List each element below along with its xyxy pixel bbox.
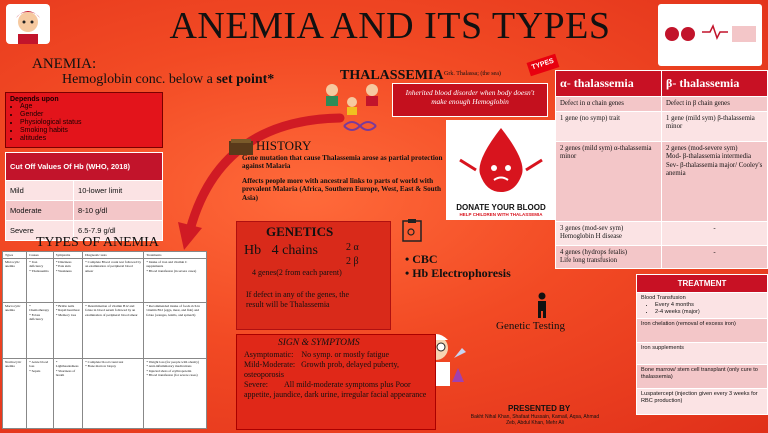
treatment-table [636,274,768,415]
table-cell: 2 genes (mild sym) α-thalassemia minor [556,142,662,222]
cutoff-value: 8-10 g/dl [74,201,163,221]
column-header: Diagnostic tests [83,252,144,259]
table-row [6,181,163,201]
thalassemia-definition: Inherited blood disorder when body doesn't make enough Hemoglobin [392,83,548,117]
table-cell: Normocytic anemia [3,359,27,429]
table-row [637,319,768,343]
depends-item: • Physiological status [20,119,158,127]
table-row [556,142,768,222]
donate-line2: HELP CHILDREN WITH THALASSEMIA [459,212,543,217]
diagnostic-tests-list [405,252,511,280]
presented-by-label: PRESENTED BY [508,404,571,413]
transfusion-label: Blood Transfusion [641,295,686,301]
table-cell: * Complete Blood count test followed by an examination of peripheral blood smear [83,259,144,303]
table-row [3,359,207,429]
table-row [3,303,207,359]
genetics-heading: GENETICS [266,224,334,239]
history-paragraph: Affects people more with ancestral links to parts of world with prevalent Malaria (Africa, Southern Europe, West, East & South Asia) [242,176,442,202]
anemia-heading: ANEMIA: [32,56,97,72]
genetics-note: If defect in any of the genes, the result will be Thalassemia [246,290,350,309]
column-header: Treatments [144,252,207,259]
beta-chains: 2 β [346,256,359,267]
depends-heading: Depends upon [10,96,59,103]
test-item: • CBC [405,252,511,266]
table-row [556,222,768,245]
table-header-row [3,252,207,259]
person-icon [534,292,550,318]
table-cell: * Intake of iron and vitamin C supplements * Blood transfusion (in severe cases) [144,259,207,303]
alpha-beta-thalassemia-table [555,70,768,269]
column-header: Symptoms [53,252,82,259]
history-text [242,154,456,202]
asym-label: Asymptomatic: [244,350,294,359]
blood-drop-icon [446,120,556,198]
mild-value: Growth prob, delayed puberty, osteoporosis [244,360,400,379]
asym-value: No symp. or mostly fatigue [301,350,390,359]
thalassemia-heading: THALASSEMIA [340,68,444,83]
logo-left [6,4,50,44]
cutoff-value: 10-lower limit [74,181,163,201]
table-cell: * Acute blood loss * Sepsis [27,359,54,429]
genes-note: 4 genes(2 from each parent) [252,268,342,277]
cutoff-label: Moderate [6,201,74,221]
donate-line1: DONATE YOUR BLOOD [456,203,546,212]
treatment-item: Luspatercept (injection given every 3 weeks for RBC production) [637,389,768,415]
table-row [3,259,207,303]
anemia-definition-prefix: Hemoglobin conc. below a [62,72,217,87]
alpha-chains: 2 α [346,242,359,253]
table-row [637,293,768,319]
severe-label: Severe: [244,380,268,389]
mild-label: Mild-Moderate: [244,360,296,369]
depends-item: • Smoking habits [20,127,158,135]
table-cell: Microcytic anemia [3,259,27,303]
hb-chains [244,243,318,259]
table-cell: 1 gene (mild sym) β-thalassemia minor [662,112,768,142]
signs-heading: SIGN & SYMPTOMS [278,338,360,348]
asymptomatic-row [244,350,434,360]
table-cell: - [662,245,768,268]
table-cell: * Brittle nails * Rapid heartbeat * Memory loss [53,303,82,359]
table-row [556,112,768,142]
depends-item: • Gender [20,111,158,119]
table-cell: - [662,222,768,245]
cutoff-value: 6.5-7.9 g/dl [74,221,163,241]
family-dna-icon [322,80,384,142]
history-heading: HISTORY [256,138,312,153]
depends-list [10,103,158,143]
table-cell: * Determination of vitamin B12 and folate in blood serum followed by an examination of peripheral blood smear [83,303,144,359]
beta-header: β- thalassemia [662,71,768,97]
table-cell: 4 genes (hydrops fetalis) Life long transfusion [556,245,662,268]
table-row [556,245,768,268]
table-header-row [556,71,768,97]
table-row [637,389,768,415]
types-tag: TYPES [527,54,560,77]
treatment-transfusion [637,293,768,319]
history-paragraph: Gene mutation that cause Thalassemia arose as partial protection against Malaria [242,154,443,171]
table-row [637,365,768,389]
test-item: • Hb Electrophoresis [405,266,511,280]
clipboard-icon [402,218,422,242]
table-cell: 3 genes (mod-sev sym) Hemoglobin H disease [556,222,662,245]
table-cell: * Lightheadedness * Shortness of breath [53,359,82,429]
table-cell: * Iron deficiency * Thalassemia [27,259,54,303]
treatment-item: Bone marrow/ stem cell transplant (only cure to thalassemia) [637,365,768,389]
table-cell: Defect in α chain genes [556,97,662,112]
cutoff-label: Severe [6,221,74,241]
table-cell: * Chemotherapy * Folate deficiency [27,303,54,359]
table-cell: * Complete blood count test * Bone marrow biopsy [83,359,144,429]
chains-label: 4 chains [271,243,318,258]
depends-upon-box [5,92,163,148]
table-row [556,97,768,112]
genetic-testing-label: Genetic Testing [496,320,565,332]
treatment-item: Iron supplements [637,343,768,365]
thalassemia-etymology: Grk. Thalassa; (the sea) [444,71,501,77]
depends-item: • altitudes [20,135,158,143]
alpha-header: α- thalassemia [556,71,662,97]
column-header: Types [3,252,27,259]
treatment-item: Iron chelation (removal of excess iron) [637,319,768,343]
table-cell: Macrocytic anemia [3,303,27,359]
transfusion-list [655,302,763,316]
page-title: ANEMIA AND ITS TYPES [169,5,611,47]
table-cell: * Weight loss (for people with obesity) * Anti-inflammatory medications * Injected shots of erythropoietin * Blood transfusion (for severe cases) [144,359,207,429]
cutoff-heading: Cut Off Values Of Hb (WHO, 2018) [6,153,163,181]
anemia-definition-bold: set point* [216,72,275,87]
table-cell: 1 gene (no symp) trait [556,112,662,142]
table-cell: 2 genes (mod-severe sym) Mod- β-thalassemia intermedia Sev- β-thalassemia major/ Cooley's anemia [662,142,768,222]
cutoff-label: Mild [6,181,74,201]
cutoff-values-table [5,152,163,241]
severe-row [244,380,434,400]
table-cell: * Dizziness * Pale skin * Weakness [53,259,82,303]
table-cell: * Recommended intake of foods rich in vitamin B12 (eggs, meat, and fish) and folate (oranges, lentils, and spinach) [144,303,207,359]
treatment-heading: TREATMENT [637,275,768,293]
donate-blood-poster [446,120,556,220]
table-row [637,343,768,365]
anemia-definition [62,72,274,88]
types-of-anemia-table [2,251,207,429]
transfusion-item: • 2-4 weeks (major) [655,309,763,316]
types-of-anemia-heading: TYPES OF ANEMIA [36,235,159,250]
column-header: Causes [27,252,54,259]
hb-label: Hb [244,243,262,258]
signs-text [244,350,434,400]
transfusion-item: • Every 4 months [655,302,763,309]
world-thalassemia-day-logo [658,4,762,66]
table-cell: Defect in β chain genes [662,97,768,112]
severe-value: All mild-moderate symptoms plus Poor appetite, jaundice, dark urine, irregular facial appearance [244,380,427,399]
presenters-names: Bakht Nihal Khan, Shafaat Hussain, Kamail, Aqsa, Ahmad Zeb, Abdul Khan, Mehr Ali [470,414,600,426]
mild-row [244,360,434,380]
depends-item: • Age [20,103,158,111]
table-row [6,201,163,221]
